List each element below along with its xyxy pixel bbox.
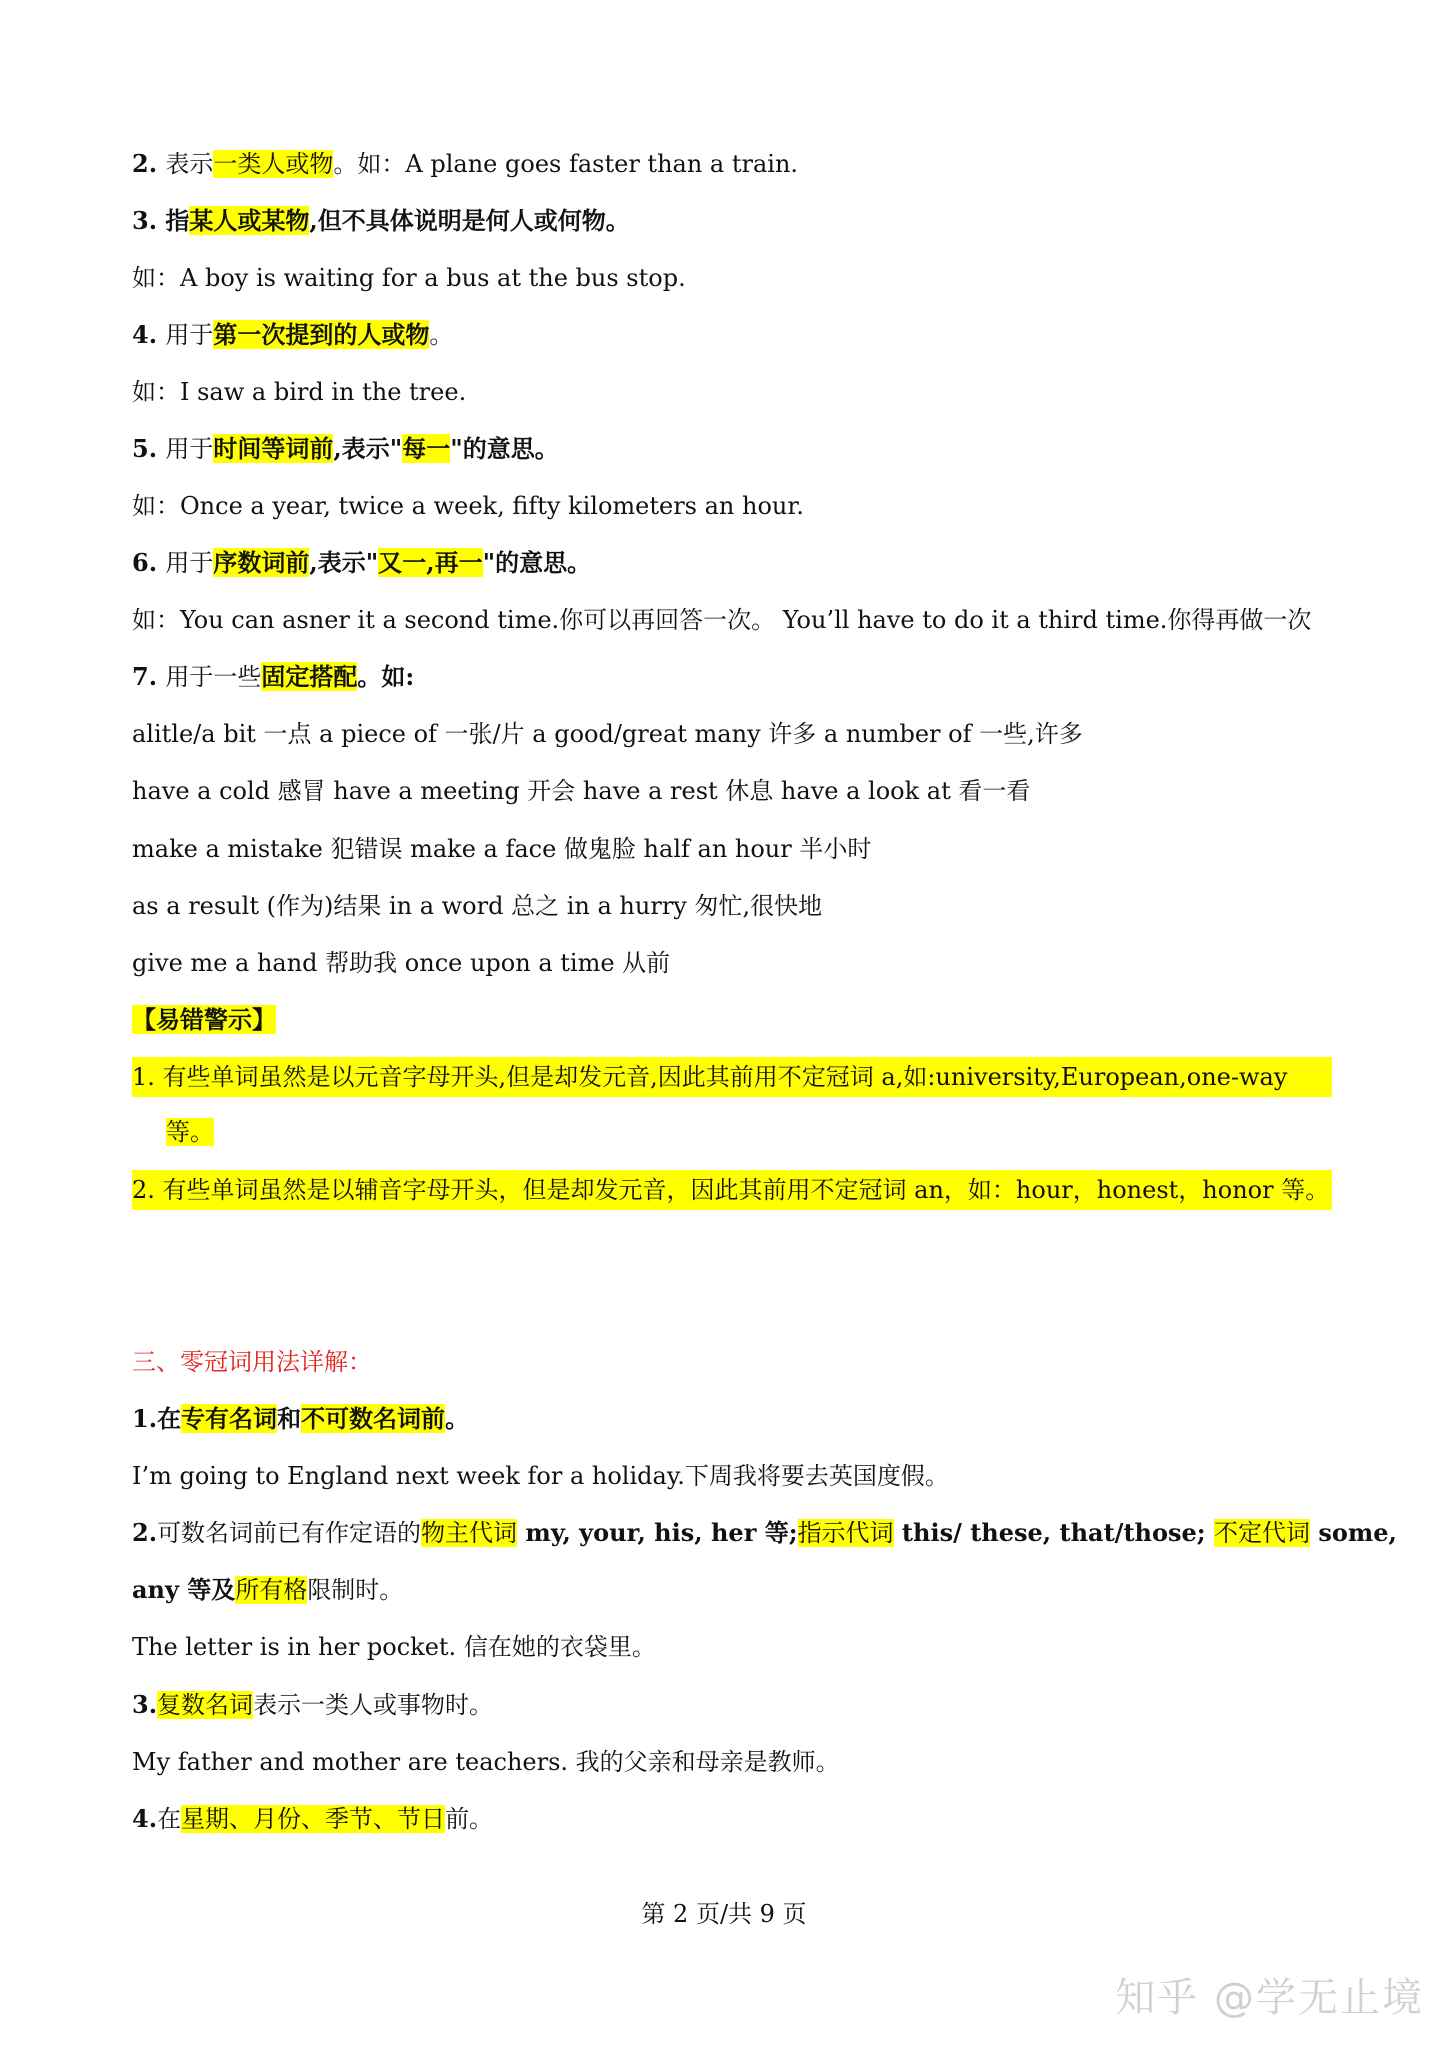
phrase-line: make a mistake 犯错误 make a face 做鬼脸 half an hour 半小时	[132, 835, 872, 863]
item-text: 用于	[165, 435, 214, 463]
item-text: "的意思。	[450, 434, 559, 463]
phrase-line: as a result (作为)结果 in a word 总之 in a hurry 匆忙,很快地	[132, 892, 823, 920]
item-text: "的意思。	[482, 548, 592, 577]
item-text: 限制时。	[307, 1576, 404, 1604]
highlight: 一类人或物	[213, 150, 334, 178]
item-text: 。	[445, 1404, 470, 1433]
item-text: 前。	[445, 1805, 494, 1833]
example-5: 如：Once a year, twice a week, fifty kilometers an hour.	[132, 492, 804, 520]
item-text: 和	[277, 1404, 302, 1433]
item-text: 表示	[165, 150, 214, 178]
item-text: ,但不具体说明是何人或何物。	[309, 206, 630, 235]
item-text: 在	[157, 1805, 182, 1833]
highlight: 每一	[402, 434, 451, 463]
item-text: this/ these, that/those;	[893, 1518, 1214, 1547]
highlight: 第一次提到的人或物	[213, 320, 430, 349]
item-text: any 等及	[132, 1575, 236, 1604]
item-number: 3.	[132, 1690, 158, 1719]
item-text: 可数名词前已有作定语的	[157, 1519, 422, 1547]
zero-example-2: The letter is in her pocket. 信在她的衣袋里。	[132, 1633, 656, 1661]
item-text: 。如:	[357, 662, 415, 691]
item-text: ,表示"	[309, 548, 379, 577]
warning-title-text: 【易错警示】	[132, 1005, 276, 1034]
phrase-line: give me a hand 帮助我 once upon a time 从前	[132, 949, 671, 977]
highlight: 某人或某物	[189, 206, 310, 235]
item-text: 指	[165, 206, 190, 235]
item-text: 在	[157, 1404, 182, 1433]
highlight: 复数名词	[157, 1691, 254, 1719]
example-3: 如：A boy is waiting for a bus at the bus stop.	[132, 264, 686, 292]
item-number: 4.	[132, 1804, 158, 1833]
item-text: 。如：A plane goes faster than a train.	[333, 150, 799, 178]
article-usage-4	[132, 315, 453, 355]
article-usage-3	[132, 201, 630, 241]
item-number: 2.	[132, 1518, 158, 1547]
item-number: 5.	[132, 434, 166, 463]
zero-article-2	[132, 1513, 1397, 1553]
item-text: ,表示"	[333, 434, 403, 463]
zero-article-3	[132, 1685, 493, 1725]
highlight: 又一,再一	[378, 548, 483, 577]
item-number: 7.	[132, 662, 166, 691]
highlight: 专有名词	[181, 1404, 278, 1433]
highlight: 星期、月份、季节、节日	[181, 1805, 446, 1833]
item-text: 用于一些	[165, 663, 262, 691]
zero-article-1	[132, 1399, 469, 1439]
item-text: 用于	[165, 321, 214, 349]
warning-line-2: 2. 有些单词虽然是以辅音字母开头，但是却发元音，因此其前用不定冠词 an，如：hour，honest，honor 等。	[132, 1170, 1332, 1210]
item-text: 表示一类人或事物时。	[253, 1691, 494, 1719]
item-number: 3.	[132, 206, 166, 235]
highlight: 所有格	[235, 1576, 308, 1604]
item-text: some,	[1309, 1518, 1397, 1547]
zero-article-4	[132, 1799, 493, 1839]
section-heading: 三、零冠词用法详解：	[132, 1348, 372, 1376]
highlight: 不定代词	[1213, 1519, 1310, 1547]
highlight: 序数词前	[213, 548, 310, 577]
warning-line-1-cont	[166, 1112, 214, 1152]
item-number: 1.	[132, 1404, 158, 1433]
warning-cont-text: 等。	[166, 1118, 214, 1146]
highlight: 指示代词	[797, 1519, 894, 1547]
item-number: 2.	[132, 149, 166, 178]
item-number: 4.	[132, 320, 166, 349]
highlight: 不可数名词前	[301, 1404, 446, 1433]
article-usage-6	[132, 543, 591, 583]
zero-example-1: I’m going to England next week for a holiday.下周我将要去英国度假。	[132, 1462, 949, 1490]
zero-article-2-cont	[132, 1570, 403, 1610]
warning-line-1: 1. 有些单词虽然是以元音字母开头,但是却发元音,因此其前用不定冠词 a,如:university,European,one-way	[132, 1057, 1332, 1097]
item-number: 6.	[132, 548, 166, 577]
article-usage-2	[132, 144, 798, 184]
item-text: 用于	[165, 549, 214, 577]
highlight: 固定搭配	[261, 662, 358, 691]
highlight: 物主代词	[421, 1519, 518, 1547]
item-text: 。	[429, 321, 454, 349]
warning-title	[132, 1000, 276, 1040]
example-6: 如：You can asner it a second time.你可以再回答一次。 You’ll have to do it a third time.你得再做一次	[132, 606, 1312, 634]
article-usage-7	[132, 657, 414, 697]
zhihu-watermark: 知乎 @学无止境	[1115, 1975, 1424, 2021]
phrase-line: alitle/a bit 一点 a piece of 一张/片 a good/great many 许多 a number of 一些,许多	[132, 720, 1083, 748]
highlight: 时间等词前	[213, 434, 334, 463]
phrase-line: have a cold 感冒 have a meeting 开会 have a rest 休息 have a look at 看一看	[132, 777, 1031, 805]
example-4: 如：I saw a bird in the tree.	[132, 378, 467, 406]
page-footer: 第 2 页/共 9 页	[641, 1900, 807, 1928]
zero-example-3: My father and mother are teachers. 我的父亲和母亲是教师。	[132, 1748, 840, 1776]
article-usage-5	[132, 429, 559, 469]
item-text: my, your, his, her 等;	[517, 1518, 798, 1547]
